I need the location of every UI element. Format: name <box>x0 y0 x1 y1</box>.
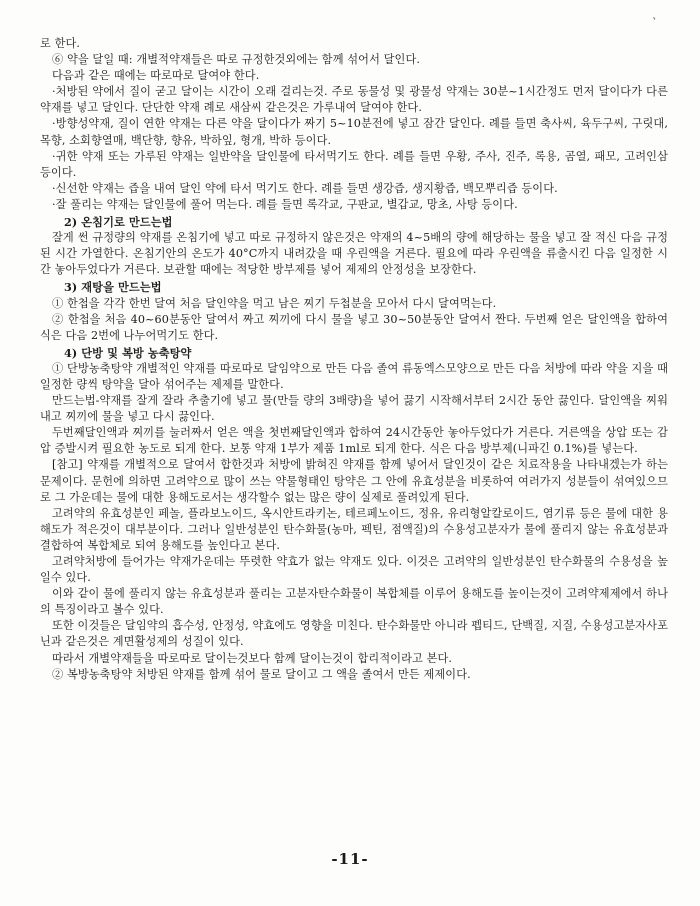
page-number: -11- <box>331 850 369 868</box>
heading-warm-infusion: 2) 온침기로 만드는법 <box>64 215 173 230</box>
bullet-soluble-herbs: ·잘 풀리는 약재는 달인물에 풀어 먹는다. 례를 들면 록각교, 구판교, 별갑교, 망초, 사탕 등이다. <box>52 197 518 211</box>
item-second-decoction-2: ② 한첩을 처음 40~60분동안 달여서 짜고 찌끼에 다시 물을 넣고 30~50분동안 달여서 짠다. 두번째 얻은 달인액을 합하여 식은 다음 2번에 나누어먹기도 한다. <box>40 312 668 342</box>
bullet-precious-herbs: ·귀한 약재 또는 가루된 약재는 일반약을 달인물에 타서먹기도 한다. 례를 들면 우황, 주사, 진주, 록용, 곰열, 패모, 고려인삼 등이다. <box>40 149 668 179</box>
paragraph-reference-note: [참고] 약재를 개별적으로 달여서 합한것과 처방에 밝혀진 약재를 함께 넣어서 달인것이 같은 치료작용을 나타내겠는가 하는 문제이다. 문헌에 의하면 고려약으로 많이 쓰는 약물형태인 탕약은 그 안에 유효성분을 비롯하여 여러가지 성분들이 섞여있으므로 그 가운데는 물에 대한 용해도로서는 생각할수 없는 많은 량이 실제로 풀려있게 된다. <box>40 458 668 504</box>
paragraph-complex-formation: 이와 같이 물에 풀리지 않는 유효성분과 풀리는 고분자탄수화물이 복합체를 이루어 용해도를 높이는것이 고려약제제에서 하나의 특징이라고 볼수 있다. <box>40 587 668 617</box>
paragraph-conclusion: 따라서 개별약재들을 따로따로 달이는것보다 함께 달이는것이 합리적이라고 본다. <box>52 651 453 665</box>
paragraph-method: 만드는법-약재를 잘게 잘라 추출기에 넣고 물(만들 량의 3배량)을 넣어 끓기 시작해서부터 2시간 동안 끓인다. 달인액을 찌워내고 찌끼에 물을 넣고 다시 끓인다. <box>40 394 668 424</box>
paragraph-warm-infusion: 잘게 썬 규정량의 약재를 온침기에 넣고 따로 규정하지 않은것은 약재의 4~5배의 량에 해당하는 물을 넣고 잘 적신 다음 규정된 시간 가열한다. 온침기안의 온도가 40°C까지 내려갔을 때 우린액을 거른다. 필요에 따라 우린액을 류출시킨 다음 일정한 시간 놓아두었다가 거른다. 보관할 때에는 적당한 방부제를 넣어 제제의 안정성을 보장한다. <box>40 231 668 277</box>
heading-concentrated-decoction: 4) 단방 및 복방 농축탕약 <box>64 345 192 360</box>
item-single-concentrate: ① 단방농축탕약 개별적인 약재를 따로따로 달임약으로 만든 다음 졸여 류동엑스모양으로 만든 다음 처방에 따라 약을 지을 때 일정한 량씩 탕약을 달아 섞어주는 제제를 말한다. <box>40 361 668 391</box>
bullet-fresh-herbs: ·신선한 약재는 즙을 내여 달인 약에 타서 먹기도 한다. 례를 들면 생강즙, 생지황즙, 백모뿌리즙 등이다. <box>52 181 558 195</box>
paragraph-separate-boiling: 다음과 같은 때에는 따로따로 달여야 한다. <box>52 69 260 83</box>
item-second-decoction-1: ① 한첩을 각각 한번 달여 처음 달인약을 먹고 남은 찌기 두첩분을 모아서 다시 달여먹는다. <box>52 296 497 310</box>
bullet-aromatic-herbs: ·방향성약재, 질이 연한 약재는 다른 약을 달이다가 짜기 5~10분전에 넣고 잠간 달인다. 례를 들면 축사씨, 육두구씨, 구릿대, 목향, 소회향열매, 백단향, 향유, 박하잎, 형개, 박하 등이다. <box>40 117 668 147</box>
item-when-boiling: ⑥ 약을 달일 때: 개별적약재들은 따로 규정한것외에는 함께 섞어서 달인다. <box>52 53 421 67</box>
paragraph-absorption: 또한 이것들은 달임약의 흡수성, 안정성, 약효에도 영향을 미친다. 탄수화물만 아니라 펩티드, 단백질, 지질, 수용성고분자사포닌과 같은것은 계면활성제의 성질이 있다. <box>40 619 668 649</box>
paragraph-continuation: 로 한다. <box>40 37 81 50</box>
page-body <box>40 36 668 683</box>
bullet-hard-herbs: ·처방된 약에서 질이 굳고 달이는 시간이 오래 걸리는것. 주로 동물성 및 광물성 약재는 30분~1시간정도 먼저 달이다가 다른 약재를 넣고 달인다. 단단한 약재 례로 새삼씨 같은것은 가루내여 달여야 한다. <box>40 85 668 115</box>
paragraph-active-components: 고려약의 유효성분인 페놀, 플라보노이드, 옥시안트라키논, 테르페노이드, 정유, 유리형알칼로이드, 염기류 등은 물에 대한 용해도가 적은것이 대부분이다. 그러나 일반성분인 탄수화물(농마, 펙틴, 점액질)의 수용성고분자가 물에 풀리지 않는 유효성분과 결합하여 복합체로 되여 용해도를 높인다고 본다. <box>40 506 668 552</box>
paragraph-second-extract: 두번째달인액과 찌끼를 눌러짜서 얻은 액을 첫번째달인액과 합하여 24시간동안 놓아두었다가 거른다. 거른액을 상압 또는 감압 증발시켜 필요한 농도로 되게 한다. 보통 약재 1부가 제품 1ml로 되게 한다. 식은 다음 방부제(니파긴 0.1%)를 넣는다. <box>40 426 668 456</box>
paragraph-prescription-herbs: 고려약처방에 들어가는 약재가운데는 뚜렷한 약효가 없는 약재도 있다. 이것은 고려약의 일반성분인 탄수화물의 수용성을 높일수 있다. <box>40 555 668 585</box>
corner-mark: ㆍ <box>648 12 660 26</box>
item-compound-concentrate: ② 복방농축탕약 처방된 약재를 함께 섞어 물로 달이고 그 액을 졸여서 만든 제제이다. <box>52 667 471 681</box>
heading-second-decoction: 3) 재탕을 만드는법 <box>64 280 162 295</box>
